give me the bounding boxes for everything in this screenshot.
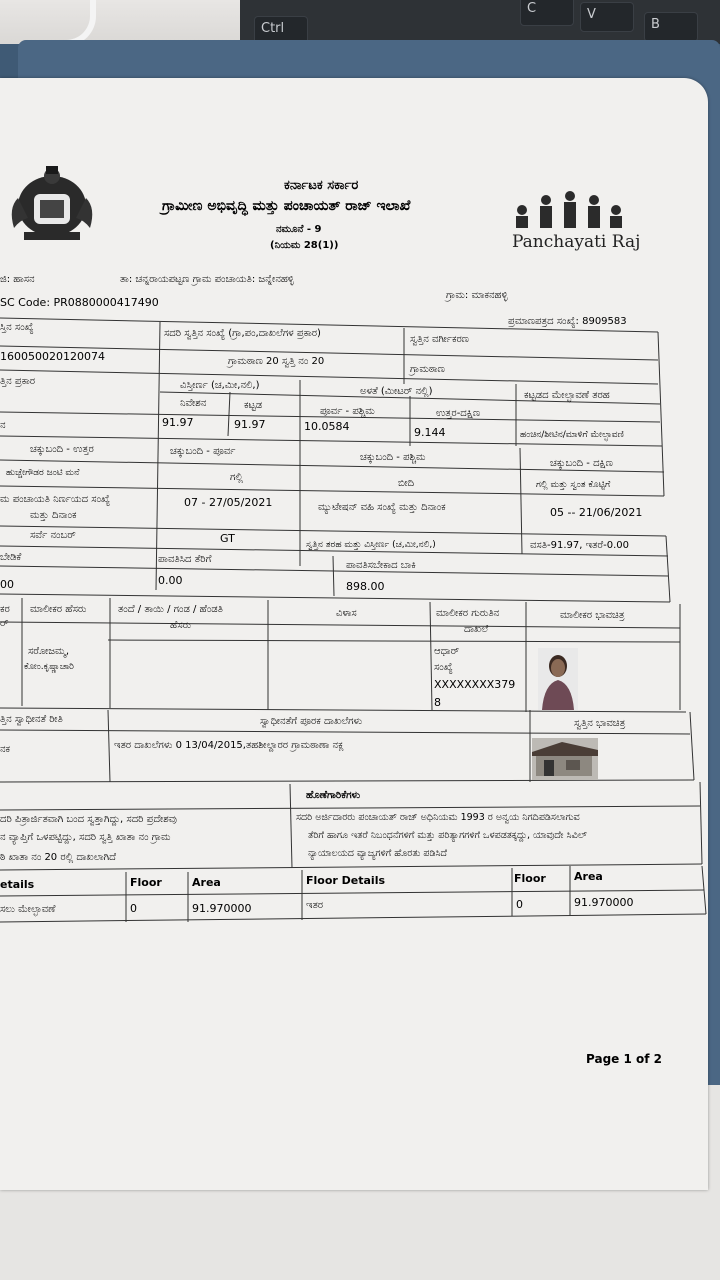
floor-right-label: Floor <box>514 872 546 885</box>
building-type-label: ಕಟ್ಟಡದ ಮೇಲ್ಛಾವಣೆ ತರಹ <box>524 390 610 401</box>
aadhar-1: ಆಧಾರ್ <box>434 646 460 657</box>
keyboard-key: Ctrl <box>254 16 308 46</box>
rule-number: (ನಿಯಮ 28(1)) <box>270 240 339 251</box>
panchayati-raj-text: Panchayati Raj <box>512 232 641 252</box>
survey-label: ಸರ್ವೆ ನಂಬರ್ <box>30 530 76 541</box>
type-value: ನ <box>0 420 6 431</box>
demand-value: 00 <box>0 578 14 591</box>
area-left-value: 91.970000 <box>192 902 252 915</box>
west-label: ಚಕ್ಕುಬಂದಿ - ಪಶ್ಚಿಮ <box>360 452 426 463</box>
owner-id-label-2: ದಾಖಲೆ <box>464 624 489 635</box>
resolution-value: 07 - 27/05/2021 <box>184 496 273 509</box>
nature-value: ವಸತಿ-91.97, ಇತರೆ-0.00 <box>530 540 629 551</box>
address-label: ವಿಳಾಸ <box>336 608 357 619</box>
north-south-label: ಉತ್ತರ-ದಕ್ಷಿಣ <box>436 408 481 419</box>
balance-value: 898.00 <box>346 580 385 593</box>
floor-details-left-label: etails <box>0 878 35 891</box>
floor-details-right-value: ಇತರ <box>306 900 324 911</box>
south-label: ಚಕ್ಕುಬಂದಿ - ದಕ್ಷಿಣ <box>550 458 613 469</box>
village: ಗ್ರಾಮ: ಮಾಕನಹಳ್ಳಿ <box>446 290 508 301</box>
area-left-label: Area <box>192 876 221 889</box>
north-label: ಚಕ್ಕುಬಂದಿ - ಉತ್ತರ <box>30 444 94 455</box>
building-type-value: ಹಂಚಿನ/ಶೀಟಿನ/ಮಾಳಿಗೆ ಮೇಲ್ಛಾವಣಿ <box>520 430 624 440</box>
property-photo <box>532 738 598 780</box>
acq-docs-value: ಇತರ ದಾಖಲೆಗಳು 0 13/04/2015,ತಹಶೀಲ್ದಾರರ ಗ್ರಾಮಠಾಣಾ ನಕ್ಲ <box>114 740 344 751</box>
east-label: ಚಕ್ಕುಬಂದಿ - ಪೂರ್ವ <box>170 446 236 457</box>
area-label: ವಿಸ್ತೀರ್ಣ (ಚ,ಮೀ,ನಲಿ,) <box>180 380 260 391</box>
owner-no-label-2: ರ್ <box>0 618 9 629</box>
east-west-value: 10.0584 <box>304 420 350 433</box>
remarks-line-3: ಠಿ ಖಾತಾ ನಂ 20 ರಲ್ಲಿ ದಾಖಲಾಗಿದೆ <box>0 852 116 863</box>
dept-title: ಗ್ರಾಮೀಣ ಅಭಿವೃದ್ಧಿ ಮತ್ತು ಪಂಚಾಯತ್ ರಾಜ್ ಇಲಾಖೆ <box>162 198 411 214</box>
balance-label: ಪಾವತಿಸಬೇಕಾದ ಬಾಕಿ <box>346 560 416 571</box>
east-value: ಗಲ್ಲಿ <box>230 472 243 483</box>
acq-docs-label: ಸ್ವಾಧೀನತೆಗೆ ಪೂರಕ ದಾಖಲೆಗಳು <box>260 716 363 727</box>
nature-label: ಸ್ವತ್ತಿನ ತರಹ ಮತ್ತು ವಿಸ್ತೀರ್ಣ (ಚ,ಮೀ,ನಲಿ,) <box>306 540 436 550</box>
acq-label: ತ್ತಿನ ಸ್ವಾಧೀನತೆ ರೀತಿ <box>0 714 63 725</box>
south-value: ಗಲ್ಲಿ ಮತ್ತು ಸ್ವಂತ ಕೊಟ್ಟಿಗೆ <box>536 480 611 490</box>
owner-photo-label: ಮಾಲೀಕರ ಭಾವಚಿತ್ರ <box>560 610 625 621</box>
floor-details-left-value: ಸಲು ಮೇಲ್ಛಾವಣೆ <box>0 904 56 915</box>
area-right-label: Area <box>574 870 603 883</box>
remarks-line-1: ದರಿ ಪಿತ್ರಾರ್ಜಿತವಾಗಿ ಬಂದ ಸ್ವತ್ತಾಗಿದ್ದು, ಸದರಿ ಪ್ರದೇಶವು <box>0 814 177 825</box>
father-label-1: ತಂದೆ / ತಾಯಿ / ಗಂಡ / ಹೆಂಡತಿ <box>118 604 223 615</box>
remarks-line-2: ನ ವ್ಯಾಪ್ತಿಗೆ ಒಳಪಟ್ಟಿದ್ದು, ಸದರಿ ಸ್ವತ್ತಿ ಖಾತಾ ನಂ ಗ್ರಾಮ <box>0 832 171 843</box>
aadhar-3: XXXXXXXX379 <box>434 678 516 691</box>
sadar-value: ಗ್ರಾಮಠಾಣ 20 ಸ್ವತ್ತಿ ನಂ 20 <box>228 356 325 367</box>
liability-line-2: ತೆರಿಗೆ ಹಾಗೂ ಇತರೆ ನಿಬಂಧನೆಗಳಿಗೆ ಮತ್ತು ಪರಿತ್ಯಾಗಗಳಿಗೆ ಒಳಪಡತಕ್ಕದ್ದು, ಯಾವುದೇ ಸಿವಿಲ್ <box>308 830 587 841</box>
property-no-label: ಸ್ತಿನ ಸಂಖ್ಯೆ <box>0 322 34 333</box>
father-label-2: ಹೆಸರು <box>170 620 192 631</box>
keyboard-key: V <box>580 2 634 32</box>
govt-title: ಕರ್ನಾಟಕ ಸರ್ಕಾರ <box>284 178 359 193</box>
west-value: ಬೀದಿ <box>398 478 415 489</box>
site-label: ನಿವೇಶನ <box>180 398 207 409</box>
liability-line-1: ಸದರಿ ಅರ್ಜಿದಾರರು ಪಂಚಾಯತ್ ರಾಜ್ ಅಧಿನಿಯಮ 1993 ರ ಅನ್ವಯ ನಿಗದಿಪಡಿಸಲಾಗುವ <box>296 812 580 823</box>
class-label: ಸ್ವತ್ತಿನ ವರ್ಗೀಕರಣ <box>410 334 469 345</box>
sadar-label: ಸದರಿ ಸ್ವತ್ತಿನ ಸಂಖ್ಯೆ (ಗ್ರಾ,ಪಂ,ದಾಖಲೆಗಳ ಪ್ರಕಾರ) <box>164 328 321 339</box>
paid-value: 0.00 <box>158 574 183 587</box>
north-value: ಹುಚ್ಚೇಗೌಡರ ಜಂಟಿ ಮನೆ <box>6 468 80 478</box>
keyboard-key: C <box>520 0 574 26</box>
page-number: Page 1 of 2 <box>586 1052 662 1066</box>
resolution-label-2: ಮತ್ತು ದಿನಾಂಕ <box>30 510 77 521</box>
east-west-label: ಪೂರ್ವ - ಪಶ್ಚಿಮ <box>320 406 375 417</box>
floor-left-label: Floor <box>130 876 162 889</box>
taluk-panchayat: ತಾ: ಚನ್ನರಾಯಪಟ್ಟಣ ಗ್ರಾಮ ಪಂಚಾಯತಿ: ಜನ್ನೇನಹಳ್ಳಿ <box>120 274 294 285</box>
owner-name-2: ಕೋಂ.ಕೃಷ್ಣಾಚಾರಿ <box>24 662 74 672</box>
owner-no-label-1: ಕರ <box>0 604 10 615</box>
owner-name-1: ಸರೋಜಮ್ಮ, <box>28 646 70 657</box>
keyboard-key: B <box>644 12 698 42</box>
building-label: ಕಟ್ಟಡ <box>244 400 263 411</box>
acq-value: ನಕ <box>0 744 11 755</box>
resolution-label-1: ಮ ಪಂಚಾಯತಿ ನಿರ್ಣಯದ ಸಂಖ್ಯೆ <box>0 494 111 505</box>
survey-value: GT <box>220 532 235 545</box>
building-value: 91.97 <box>234 418 266 431</box>
owner-photo <box>538 648 578 710</box>
paid-label: ಪಾವತಿಸಿದ ತೆರಿಗೆ <box>158 554 212 565</box>
aadhar-4: 8 <box>434 696 441 709</box>
certificate-number: ಪ್ರಮಾಣಪತ್ರದ ಸಂಖ್ಯೆ: 8909583 <box>508 316 627 327</box>
liability-line-3: ನ್ಯಾಯಾಲಯದ ವ್ಯಾಜ್ಯಗಳಿಗೆ ಹೊರತು ಪಡಿಸಿದೆ <box>308 848 448 859</box>
property-no-value: 160050020120074 <box>0 350 105 363</box>
type-label: ತ್ತಿನ ಪ್ರಕಾರ <box>0 376 36 387</box>
liability-label: ಹೊಣೆಗಾರಿಕೆಗಳು <box>306 790 361 801</box>
site-value: 91.97 <box>162 416 194 429</box>
area-right-value: 91.970000 <box>574 896 634 909</box>
aadhar-2: ಸಂಖ್ಯೆ <box>434 662 453 673</box>
north-south-value: 9.144 <box>414 426 446 439</box>
district: ಜಿ: ಹಾಸನ <box>0 274 35 285</box>
demand-label: ಬೇಡಿಕೆ <box>0 552 22 563</box>
property-photo-label: ಸ್ವತ್ತಿನ ಭಾವಚಿತ್ರ <box>574 718 626 729</box>
floor-details-right-label: Floor Details <box>306 874 386 887</box>
floor-left-value: 0 <box>130 902 137 915</box>
dimension-label: ಅಳತೆ (ಮೀಟರ್ ನಲ್ಲಿ) <box>360 386 433 397</box>
form-number: ನಮೂನೆ - 9 <box>276 224 322 235</box>
mutation-value: 05 -- 21/06/2021 <box>550 506 643 519</box>
mutation-label: ಮ್ಯುಟೇಷನ್ ವಹಿ ಸಂಖ್ಯೆ ಮತ್ತು ದಿನಾಂಕ <box>318 502 446 513</box>
owner-name-label: ಮಾಲೀಕರ ಹೆಸರು <box>30 604 87 615</box>
owner-id-label-1: ಮಾಲೀಕರ ಗುರುತಿನ <box>436 608 500 619</box>
floor-right-value: 0 <box>516 898 523 911</box>
lgd-code: SC Code: PR0880000417490 <box>0 296 159 309</box>
class-value: ಗ್ರಾಮಠಾಣ <box>410 364 445 375</box>
